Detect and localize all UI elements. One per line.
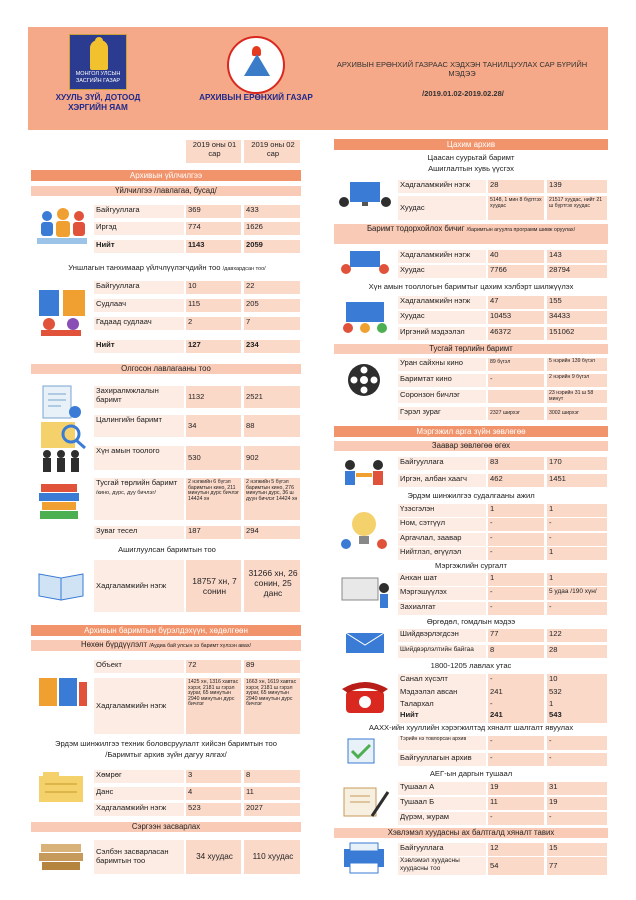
value-feb: 1626 bbox=[244, 222, 300, 235]
value-jan: - bbox=[488, 374, 544, 387]
value-jan bbox=[488, 390, 544, 403]
value-jan: - bbox=[488, 674, 544, 687]
value-feb: 122 bbox=[547, 629, 607, 642]
subsection-special-records: Тусгай төрлийн баримт bbox=[334, 344, 608, 354]
value-feb: 5 нэрийн 139 бүгэл bbox=[547, 358, 607, 371]
value-feb: 143 bbox=[547, 250, 607, 263]
value-jan: 1 bbox=[488, 573, 544, 586]
value-jan: 2 bbox=[186, 317, 241, 330]
value-jan: 2 нэгжийн 6 бүгэл баримтын кино, 211 минутын дүрс бичлэг 14424 хн bbox=[186, 478, 241, 520]
document-stack-icon bbox=[33, 840, 91, 876]
report-period: /2019.01.02-2019.02.28/ bbox=[422, 89, 504, 98]
column-header-jan: 2019 оны 01 сар bbox=[186, 140, 241, 163]
people-group-icon bbox=[33, 206, 91, 248]
subsection-complaints: Өргөдөл, гомдлын мэдээ bbox=[426, 617, 516, 626]
value-jan: 2327 ширхэг bbox=[488, 407, 544, 420]
value-feb: 2027 bbox=[244, 803, 300, 816]
government-emblem-logo: МОНГОЛ УЛСЫН ЗАСГИЙН ГАЗАР bbox=[69, 34, 127, 90]
value-feb: 1451 bbox=[547, 474, 607, 487]
subsection-guidance: Заавар зөвлөгөө өгөх bbox=[334, 441, 608, 451]
value-feb: 2 нэгжийн 5 бүгэл баримтын кино, 276 минутын дүрс, 36 ш дуун бичлэг 14424 хн bbox=[244, 478, 300, 520]
value-feb: 1 bbox=[547, 699, 607, 712]
subsection-hotline: 1800-1205 лавлах утас bbox=[430, 661, 512, 670]
value-feb: 433 bbox=[244, 205, 300, 218]
value-feb: 89 bbox=[244, 660, 300, 673]
row-label: Мэргэшүүлэх bbox=[398, 587, 486, 600]
row-label: Соронзон бичлэг bbox=[398, 390, 486, 403]
value-jan: - bbox=[488, 699, 544, 712]
subsection-scientific-processing: Эрдэм шинжилгээ техник боловсруулалт хийсэн баримтын тоо bbox=[55, 739, 277, 748]
row-label: Хуудас bbox=[398, 311, 486, 324]
value-feb: 5 удаа /190 хүн/ bbox=[547, 587, 607, 600]
reading-people-icon bbox=[33, 280, 91, 340]
value-feb: - bbox=[547, 736, 607, 750]
value-feb: - bbox=[547, 602, 607, 615]
value-jan: 127 bbox=[186, 340, 241, 353]
row-label: Иргэний мэдээлэл bbox=[398, 327, 486, 340]
value-feb: 28794 bbox=[547, 265, 607, 278]
subsection-service: Үйлчилгээ /лавлагаа, бусад/ bbox=[31, 186, 301, 196]
value-jan: 34 хуудас bbox=[186, 840, 241, 874]
row-label: Хадгаламжийн нэгж bbox=[398, 296, 486, 309]
row-label-total: Нийт bbox=[94, 240, 184, 253]
book-reading-icon bbox=[33, 566, 91, 604]
value-jan: 241 bbox=[488, 710, 544, 723]
value-jan: 77 bbox=[488, 629, 544, 642]
row-label: Дүрэм, журам bbox=[398, 812, 486, 825]
row-label: Ном, сэтгүүл bbox=[398, 518, 486, 531]
classroom-icon bbox=[336, 574, 394, 614]
value-feb: 2059 bbox=[244, 240, 300, 253]
value-feb: 1 bbox=[547, 547, 607, 560]
value-feb: 31 bbox=[547, 782, 607, 795]
row-label: Хүн амын тоолого bbox=[94, 446, 184, 470]
value-jan: - bbox=[488, 736, 544, 750]
subsection-research: Эрдэм шинжилгээ судалгааны ажил bbox=[407, 491, 535, 500]
row-label: Байгууллага bbox=[94, 205, 184, 218]
value-feb: 155 bbox=[547, 296, 607, 309]
value-feb: 15 bbox=[547, 843, 607, 856]
row-label: Хадгаламжийн нэгж bbox=[94, 560, 184, 612]
row-label: Иргэд bbox=[94, 222, 184, 235]
subsection-used-records: Ашиглуулсан баримтын тоо bbox=[118, 545, 216, 554]
value-feb: 234 bbox=[244, 340, 300, 353]
value-jan: 18757 хн, 7 сонин bbox=[186, 560, 241, 612]
books-stack-icon bbox=[33, 480, 91, 526]
subsection-description-document: Баримт тодорхойлох бичиг /баримтын агуулга программ шивж оруулах/ bbox=[334, 224, 608, 244]
value-feb: 294 bbox=[244, 526, 300, 539]
value-feb: - bbox=[547, 518, 607, 531]
row-label: Тэрийн нэ товлорсан архив bbox=[398, 736, 486, 750]
value-jan: 530 bbox=[186, 446, 241, 470]
row-label: Үзэсгэлэн bbox=[398, 504, 486, 517]
value-feb: 10 bbox=[547, 674, 607, 687]
value-jan: - bbox=[488, 547, 544, 560]
value-jan: 8 bbox=[488, 645, 544, 658]
value-jan: 47 bbox=[488, 296, 544, 309]
row-label: Байгууллага bbox=[94, 281, 184, 294]
value-feb: - bbox=[547, 753, 607, 766]
document-icon bbox=[33, 384, 91, 420]
inspection-icon bbox=[336, 737, 394, 765]
subsection-director-orders: АЕГ-ын даргын тушаал bbox=[429, 769, 513, 778]
row-label: Байгууллага bbox=[398, 457, 486, 470]
archive-boxes-icon bbox=[33, 672, 91, 712]
row-label: Судлаач bbox=[94, 299, 184, 312]
value-jan: 774 bbox=[186, 222, 241, 235]
row-label: Данс bbox=[94, 787, 184, 800]
value-feb: 77 bbox=[547, 857, 607, 875]
row-label-total: Нийт bbox=[398, 710, 486, 723]
row-label: Гадаад судлаач bbox=[94, 317, 184, 330]
report-title: АРХИВЫН ЕРӨНХИЙ ГАЗРААС ХЭДХЭН ТАНИЛЦУУЛАХ САР БҮРИЙН МЭДЭЭ bbox=[336, 60, 588, 78]
row-label: Санал хүсэлт bbox=[398, 674, 486, 687]
value-jan: 241 bbox=[488, 687, 544, 700]
row-label-special: Тусгай төрлийн баримт /кино, дүрс, дуу бичлэг/ bbox=[94, 478, 184, 520]
row-label: Анхан шат bbox=[398, 573, 486, 586]
value-jan: - bbox=[488, 753, 544, 766]
subsection-usage-copy: Ашиглалтын хувь үүсгэх bbox=[428, 164, 514, 173]
row-label: Иргэн, албан хаагч bbox=[398, 474, 486, 487]
value-feb: 110 хуудас bbox=[244, 840, 300, 874]
value-jan: 1425 хн, 1316 хавтас хэрэг, 2181 ш гэрэл зураг, 65 минутын 2940 минутын дүрс бичлэг bbox=[186, 678, 241, 734]
value-feb: 902 bbox=[244, 446, 300, 470]
letter-icon bbox=[336, 629, 394, 657]
value-feb: 1 bbox=[547, 573, 607, 586]
row-label: Уран сайхны кино bbox=[398, 358, 486, 371]
film-reel-icon bbox=[336, 358, 394, 402]
column-header-feb: 2019 оны 02 сар bbox=[244, 140, 300, 163]
row-label: Шийдвэрлэгдсэн bbox=[398, 629, 486, 642]
row-label: Сэлбэн засварласан баримтын тоо bbox=[94, 840, 184, 874]
value-jan: 10453 bbox=[488, 311, 544, 324]
row-label: Хэвлэмэл хуудасны хуудасны тоо bbox=[398, 857, 486, 875]
subsection-references: Олгосон лавлагааны тоо bbox=[31, 364, 301, 374]
value-feb: 2 нэрийн 9 бүгэл bbox=[547, 374, 607, 387]
value-jan: 115 bbox=[186, 299, 241, 312]
value-jan: 1143 bbox=[186, 240, 241, 253]
section-title-archive-service: Архивын үйлчилгээ bbox=[31, 170, 301, 181]
row-label: Хадгаламжийн нэгж bbox=[94, 678, 184, 734]
value-jan: 72 bbox=[186, 660, 241, 673]
team-meeting-icon bbox=[336, 296, 394, 336]
row-label: Байгууллагын архив bbox=[398, 753, 486, 766]
row-label: Хадгаламжийн нэгж bbox=[398, 250, 486, 263]
row-label: Зуваг тесел bbox=[94, 526, 184, 539]
folders-icon bbox=[33, 770, 91, 806]
row-label: Хадгаламжийн нэгж bbox=[94, 803, 184, 816]
ministry-name: ХУУЛЬ ЗҮЙ, ДОТООД ХЭРГИЙН ЯАМ bbox=[55, 93, 141, 112]
value-jan: 523 bbox=[186, 803, 241, 816]
value-feb: 28 bbox=[547, 645, 607, 658]
subsection-restoration: Сэргээн засварлах bbox=[31, 822, 301, 832]
archive-agency-logo bbox=[227, 36, 285, 94]
row-label: Байгууллага bbox=[398, 843, 486, 856]
row-label-total: Нийт bbox=[94, 340, 184, 353]
value-jan: 462 bbox=[488, 474, 544, 487]
value-feb: 543 bbox=[547, 710, 607, 723]
row-label: Хадгаламжийн нэгж bbox=[398, 180, 486, 193]
subsection-scientific-processing-note: /Баримтыг архив зүйн дагуу ялгах/ bbox=[105, 750, 227, 759]
row-label: Тушаал Б bbox=[398, 797, 486, 810]
section-title-composition: Архивын баримтын бүрэлдэхүүн, хөдөлгөөн bbox=[31, 625, 301, 636]
value-jan: 40 bbox=[488, 250, 544, 263]
value-jan: 89 бүгэл bbox=[488, 358, 544, 371]
subsection-census-digitization: Хүн амын тооллогын баримтыг цахим хэлбэрт шилжүүлэх bbox=[368, 282, 574, 291]
row-label: Объект bbox=[94, 660, 184, 673]
archive-agency-name: АРХИВЫН ЕРӨНХИЙ ГАЗАР bbox=[199, 93, 313, 102]
row-label: Шийдвэрлэлтийн байгаа bbox=[398, 645, 486, 658]
value-jan: 54 bbox=[488, 857, 544, 875]
value-feb: 1663 хн, 1619 хавтас хэрэг, 2181 ш гэрэл зураг, 65 минутын 2940 минутын дүрс бичлэг bbox=[244, 678, 300, 734]
telephone-icon bbox=[336, 673, 394, 719]
value-feb: 22 bbox=[244, 281, 300, 294]
signing-document-icon bbox=[336, 782, 394, 822]
value-feb: - bbox=[547, 533, 607, 546]
row-label: Цалингийн баримт bbox=[94, 415, 184, 437]
value-jan: 1 bbox=[488, 504, 544, 517]
value-jan: 5148, 1 мин 8 бүртгэх хуудас bbox=[488, 196, 544, 220]
value-feb: 31266 хн, 26 сонин, 25 данс bbox=[244, 560, 300, 612]
value-feb: 205 bbox=[244, 299, 300, 312]
row-label: Гэрэл зураг bbox=[398, 407, 486, 420]
value-jan: 12 bbox=[488, 843, 544, 856]
row-label: Аргачлал, заавар bbox=[398, 533, 486, 546]
value-feb: 7 bbox=[244, 317, 300, 330]
value-feb: 3002 ширхэг bbox=[547, 407, 607, 420]
value-feb: 19 bbox=[547, 797, 607, 810]
subsection-inspection: ААХХ-ийн хууллийн хэрэгжилтэд хяналт шалгалт явуулах bbox=[368, 723, 574, 732]
row-label: Захиалгат bbox=[398, 602, 486, 615]
consultation-icon bbox=[336, 455, 394, 491]
value-jan: 34 bbox=[186, 415, 241, 437]
value-jan: - bbox=[488, 587, 544, 600]
value-jan: 3 bbox=[186, 770, 241, 783]
row-label: Хуудас bbox=[398, 196, 486, 220]
value-jan: 83 bbox=[488, 457, 544, 470]
value-jan: 11 bbox=[488, 797, 544, 810]
people-figures-icon bbox=[33, 446, 91, 476]
value-feb: 1 bbox=[547, 504, 607, 517]
printing-icon bbox=[336, 841, 394, 875]
value-feb: 34433 bbox=[547, 311, 607, 324]
header-banner bbox=[28, 27, 608, 130]
value-feb: 23 нэрийн 31 ш 58 минут bbox=[547, 390, 607, 403]
value-feb: 8 bbox=[244, 770, 300, 783]
value-feb: 139 bbox=[547, 180, 607, 193]
value-jan: 1132 bbox=[186, 386, 241, 408]
value-feb: 88 bbox=[244, 415, 300, 437]
value-jan: - bbox=[488, 602, 544, 615]
row-label: Захиралмжлалын баримт bbox=[94, 386, 184, 408]
value-feb: 11 bbox=[244, 787, 300, 800]
row-label: Хуудас bbox=[398, 265, 486, 278]
subsection-training: Мэргэжлийн сургалт bbox=[435, 561, 507, 570]
value-jan: 187 bbox=[186, 526, 241, 539]
computer-users-icon bbox=[336, 178, 394, 214]
subsection-printed-forms: Хэвлэмэл хуудасны ах балтгалд хяналт тавих bbox=[334, 828, 608, 838]
row-label: Талархал bbox=[398, 699, 486, 712]
lightbulb-ideas-icon bbox=[336, 504, 394, 556]
presentation-icon bbox=[336, 247, 394, 277]
value-jan: 4 bbox=[186, 787, 241, 800]
value-feb: 21517 хуудас, нийт 21 ш бүртгэх хуудас bbox=[547, 196, 607, 220]
row-label: Тушаал А bbox=[398, 782, 486, 795]
value-feb: 170 bbox=[547, 457, 607, 470]
value-jan: 369 bbox=[186, 205, 241, 218]
value-jan: - bbox=[488, 812, 544, 825]
row-label: Мэдээлэл авсан bbox=[398, 687, 486, 700]
value-feb: 532 bbox=[547, 687, 607, 700]
section-title-methodology: Мэргэжил арга зүйн зөвлөгөө bbox=[334, 426, 608, 437]
subsection-acquisition: Нөхөн бүрдүүлэлт /Аудиа бай улсын ээ баримт хүлээн авах/ bbox=[31, 640, 301, 651]
value-feb: - bbox=[547, 812, 607, 825]
row-label: Нийтлэл, өгүүлэл bbox=[398, 547, 486, 560]
value-jan: - bbox=[488, 533, 544, 546]
value-jan: 19 bbox=[488, 782, 544, 795]
value-feb: 2521 bbox=[244, 386, 300, 408]
subsection-paper-records: Цаасан суурьтай баримт bbox=[427, 153, 515, 162]
value-jan: 10 bbox=[186, 281, 241, 294]
value-jan: - bbox=[488, 518, 544, 531]
subsection-reading-room: Уншлагын танхимаар үйлчлүүлэгчдийн тоо /давхардсан тоо/ bbox=[68, 263, 266, 272]
value-jan: 28 bbox=[488, 180, 544, 193]
row-label: Хөмрөг bbox=[94, 770, 184, 783]
value-feb: 151062 bbox=[547, 327, 607, 340]
section-title-digital-archive: Цахим архив bbox=[334, 139, 608, 150]
value-jan: 7766 bbox=[488, 265, 544, 278]
row-label: Баримтат кино bbox=[398, 374, 486, 387]
value-jan: 46372 bbox=[488, 327, 544, 340]
